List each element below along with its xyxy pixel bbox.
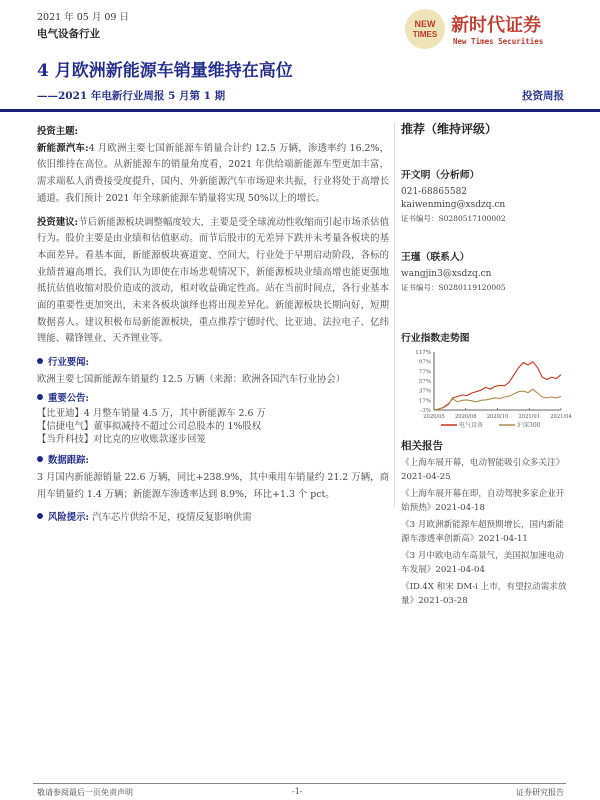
company-name-cn: 新时代证券	[451, 15, 541, 36]
related-report-link[interactable]: 《3 月欧洲新能源车超预期增长，国内新能源车渗透率创新高》2021-04-11	[401, 520, 564, 544]
y-tick-label: 117%	[415, 350, 431, 356]
page-number: -1-	[292, 787, 303, 796]
announcement-item: 【当升科技】对比克的应收账款逐步回笼	[37, 434, 206, 446]
company-logo	[403, 5, 563, 51]
header-divider	[0, 109, 600, 112]
index-trend-chart	[401, 348, 572, 430]
y-tick-label: 77%	[418, 369, 431, 376]
y-tick-label: -3%	[420, 408, 431, 414]
series-line-0	[434, 362, 561, 410]
nev-text: 4 月欧洲主要七国新能源车销量合计约 12.5 万辆，渗透率约 16.2%，依旧维持在高位。从新能源车的销量角度看，2021 年供给端新能源车型更加丰富，需求端私人消费接受度提升，国内、外新能源汽车市场迎来共振，行业将处于高增长通道。我们预计 2021 年全球新能源车销量将实现 50%以上的增长。	[37, 142, 390, 204]
analyst-name: 开文明（分析师）	[401, 170, 480, 181]
x-tick-label: 2021/01	[518, 414, 541, 420]
x-tick-label: 2020/10	[486, 414, 509, 420]
company-name-en: New Times Securities	[453, 37, 544, 46]
series-line-1	[434, 389, 561, 410]
rating: 推荐（维持评级）	[401, 122, 498, 136]
related-report-link[interactable]: 《上海车展开幕，电动智能吸引众多关注》2021-04-25	[401, 458, 565, 482]
related-reports-title: 相关报告	[401, 440, 443, 452]
analyst-cert: 证书编号：S0280517100002	[401, 214, 506, 223]
announcements-heading: 重要公告:	[37, 391, 389, 408]
y-tick-label: 17%	[418, 398, 431, 405]
news-heading: 行业要闻:	[37, 355, 389, 372]
analyst-phone: 021-68865582	[401, 187, 468, 197]
report-type: 投资周报	[522, 90, 564, 102]
report-date: 2021 年 05 月 09 日	[37, 12, 129, 23]
sidebar	[401, 120, 571, 611]
legend-label: 电气设备	[459, 422, 484, 429]
svg-text:TIMES: TIMES	[412, 30, 438, 39]
report-subtitle: ——2021 年电新行业周报 5 月第 1 期	[37, 90, 226, 102]
svg-text:NEW: NEW	[414, 19, 436, 29]
x-tick-label: 2021/04	[550, 414, 572, 420]
footer-disclaimer: 敬请参阅最后一页免责声明	[37, 788, 133, 797]
advice-paragraph	[37, 215, 389, 349]
risk-heading: 风险提示: 汽车芯片供给不足，疫情反复影响供需	[37, 510, 389, 527]
related-report-link[interactable]: 《3 月中欧电动车高景气，美国拟加速电动车发展》2021-04-04	[401, 551, 564, 575]
y-tick-label: 57%	[418, 379, 431, 385]
contact-cert: 证书编号：S0280119120005	[401, 283, 506, 292]
contact-name: 王瑾（联系人）	[401, 252, 470, 263]
data-tracking-heading: 数据跟踪:	[37, 453, 389, 470]
risk-text: 汽车芯片供给不足，疫情反复影响供需	[92, 512, 252, 524]
chart-title: 行业指数走势图	[401, 333, 470, 344]
advice-label: 投资建议:	[37, 216, 79, 228]
related-report-link[interactable]: 《ID.4X 和宋 DM-i 上市，有望拉动需求放量》2021-03-28	[401, 582, 567, 606]
report-title: 4 月欧洲新能源车销量维持在高位	[37, 61, 293, 81]
contact-email[interactable]: wangjin3@xsdzq.cn	[401, 269, 492, 279]
data-tracking-text: 3 月国内新能源销量 22.6 万辆，同比+238.9%，其中乘用车销量约 21.2 万辆，商用车销量约 1.4 万辆；新能源车渗透率达到 8.9%，环比+1.3 个 pct。	[37, 471, 389, 500]
analyst-email[interactable]: kaiwenming@xsdzq.cn	[401, 200, 506, 210]
legend-label: 沪深300	[517, 422, 541, 429]
x-tick-label: 2020/08	[454, 414, 477, 420]
footer-doc-type: 证券研究报告	[516, 788, 564, 797]
column-divider	[394, 122, 395, 507]
related-report-link[interactable]: 《上海车展开幕在即，自动驾驶多家企业开始预热》2021-04-18	[401, 489, 565, 513]
announcement-item: 【比亚迪】4 月整车销量 4.5 万，其中新能源车 2.6 万	[37, 408, 266, 420]
advice-text: 节后新能源板块调整幅度较大，主要是受全球流动性收缩而引起市场杀估值行为。股价主要是由业绩和估值驱动。而节后股市的无差异下跌并未考量各板块的基本面差异。看基本面，新能源板块赛道宽、空间大，行业处于早期启动阶段，各标的业绩普遍高增长，我们认为即使在市场悲观情况下，新能源板块业绩高增也能更强地抵抗估值收缩对股价造成的波动，相对收益确定性高。站在当前时间点，各行业基本面的重要性更加突出，未来各板块演绎也将出现差异化。新能源板块长期向好，短期数据喜人。建议积极布局新能源板块，重点推荐宁德时代、比亚迪、法拉电子、亿纬锂能、赣锋锂业、天齐锂业等。	[37, 216, 389, 345]
x-tick-label: 2020/05	[423, 414, 445, 420]
industry-label: 电气设备行业	[37, 28, 100, 40]
y-tick-label: 97%	[418, 359, 431, 366]
nev-label: 新能源汽车:	[37, 142, 89, 154]
y-tick-label: 37%	[418, 388, 431, 395]
logo-emblem-icon	[403, 7, 447, 51]
nev-paragraph	[37, 141, 389, 208]
news-text: 欧洲主要七国新能源车销量约 12.5 万辆（来源：欧洲各国汽车行业协会）	[37, 373, 346, 385]
announcement-item: 【信捷电气】董事拟减持不超过公司总股本的 1%股权	[37, 421, 262, 433]
theme-label: 投资主题:	[37, 126, 78, 137]
footer-divider	[33, 783, 566, 784]
main-content	[37, 124, 389, 527]
